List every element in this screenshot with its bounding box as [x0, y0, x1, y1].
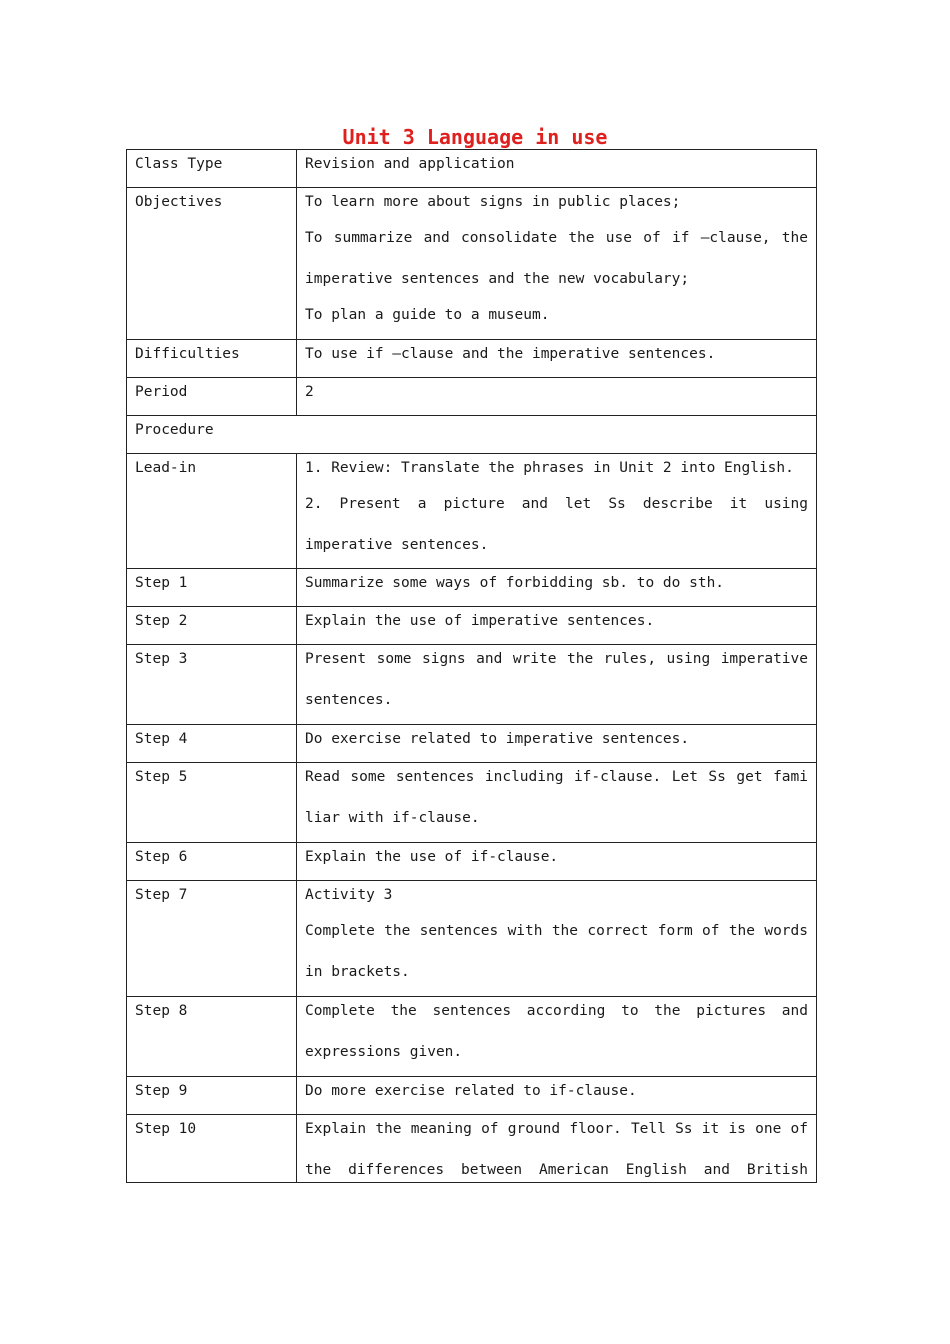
lesson-plan-table [126, 149, 817, 1183]
content-line: 2. Present a picture and let Ss describe it using [305, 496, 808, 512]
table-row [127, 607, 817, 645]
row-content [297, 188, 817, 340]
content-line: Read some sentences including if-clause. Let Ss get fami [305, 769, 808, 785]
table-row [127, 340, 817, 378]
table-row [127, 188, 817, 340]
row-label: Step 6 [127, 843, 297, 881]
content-line: 2 [305, 384, 314, 400]
row-content [297, 881, 817, 997]
content-line: Explain the use of imperative sentences. [305, 613, 655, 629]
content-line: liar with if-clause. [305, 810, 480, 826]
row-label: Step 7 [127, 881, 297, 997]
content-line: the differences between American English and British [305, 1162, 808, 1178]
row-label: Step 1 [127, 569, 297, 607]
row-content [297, 645, 817, 725]
content-line: imperative sentences. [305, 537, 489, 553]
content-line: Activity 3 [305, 887, 393, 903]
table-row [127, 1115, 817, 1183]
row-content [297, 454, 817, 569]
table-row [127, 881, 817, 997]
table-row [127, 416, 817, 454]
row-label: Lead-in [127, 454, 297, 569]
content-line: To plan a guide to a museum. [305, 307, 550, 323]
row-content [297, 725, 817, 763]
content-line: Present some signs and write the rules, using imperative [305, 651, 808, 667]
table-row [127, 569, 817, 607]
page-title: Unit 3 Language in use [342, 125, 608, 149]
content-line: imperative sentences and the new vocabulary; [305, 271, 690, 287]
row-content [297, 340, 817, 378]
table-row [127, 763, 817, 843]
table-row [127, 150, 817, 188]
row-content [297, 569, 817, 607]
content-line: expressions given. [305, 1044, 463, 1060]
row-label: Step 3 [127, 645, 297, 725]
row-label: Step 5 [127, 763, 297, 843]
table-row [127, 843, 817, 881]
content-line: Revision and application [305, 156, 515, 172]
content-line: Do more exercise related to if-clause. [305, 1083, 637, 1099]
content-line: Complete the sentences with the correct form of the words [305, 923, 808, 939]
row-label: Step 4 [127, 725, 297, 763]
content-line: To summarize and consolidate the use of if –clause, the [305, 230, 808, 246]
row-label: Period [127, 378, 297, 416]
content-line: To use if –clause and the imperative sentences. [305, 346, 716, 362]
content-line: sentences. [305, 692, 393, 708]
row-content [297, 997, 817, 1077]
content-line: Explain the use of if-clause. [305, 849, 559, 865]
table-row [127, 725, 817, 763]
row-label: Difficulties [127, 340, 297, 378]
row-label: Objectives [127, 188, 297, 340]
table-row [127, 1077, 817, 1115]
content-line: in brackets. [305, 964, 410, 980]
row-content [297, 150, 817, 188]
table-row [127, 645, 817, 725]
row-content [297, 1077, 817, 1115]
row-label: Step 8 [127, 997, 297, 1077]
content-line: Explain the meaning of ground floor. Tell Ss it is one of [305, 1121, 808, 1137]
row-label: Step 10 [127, 1115, 297, 1183]
row-label: Step 2 [127, 607, 297, 645]
row-label: Class Type [127, 150, 297, 188]
row-content [297, 843, 817, 881]
table-row [127, 454, 817, 569]
row-content [297, 1115, 817, 1183]
row-content [297, 378, 817, 416]
content-line: Summarize some ways of forbidding sb. to do sth. [305, 575, 725, 591]
row-content [297, 607, 817, 645]
table-row [127, 997, 817, 1077]
content-line: 1. Review: Translate the phrases in Unit 2 into English. [305, 460, 794, 476]
row-label: Step 9 [127, 1077, 297, 1115]
content-line: Complete the sentences according to the pictures and [305, 1003, 808, 1019]
content-line: Do exercise related to imperative sentences. [305, 731, 690, 747]
row-content [297, 763, 817, 843]
content-line: To learn more about signs in public places; [305, 194, 681, 210]
section-heading-procedure: Procedure [127, 416, 817, 454]
table-row [127, 378, 817, 416]
